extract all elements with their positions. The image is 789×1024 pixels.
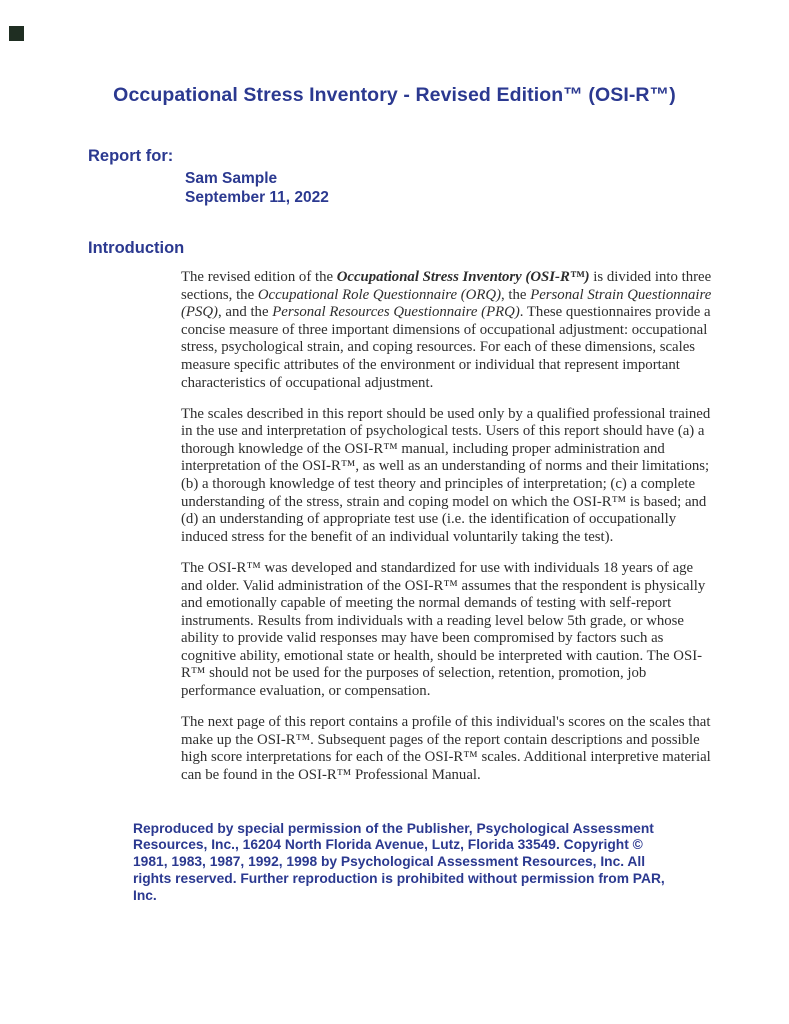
report-for-label: Report for: bbox=[88, 147, 174, 165]
report-title: Occupational Stress Inventory - Revised Edition™ (OSI-R™) bbox=[113, 84, 676, 106]
intro-paragraph-2: The scales described in this report should be used only by a qualified professional trained in the use and interpretation of psychological tests. Users of this report should have (a) a thorough knowledge of the OSI-R™ manual, including proper administration and interpretation of the OSI-R™, as well as an understanding of norms and their limitations; (b) a thorough knowledge of test theory and principles of interpretation; (c) a complete understanding of the stress, strain and coping model on which the OSI-R™ is based; and (d) an understanding of appropriate test use (i.e. the identification of occupationally induced stress for the benefit of an individual voluntarily taking the test). bbox=[181, 405, 711, 545]
report-for-section bbox=[0, 147, 789, 207]
examinee-name: Sam Sample bbox=[185, 170, 278, 187]
corner-mark bbox=[9, 26, 24, 41]
intro-paragraph-4: The next page of this report contains a profile of this individual's scores on the scales that make up the OSI-R™. Subsequent pages of the report contain descriptions and possible high score interpretations for each of the OSI-R™ scales. Additional interpretive material can be found in the OSI-R™ Professional Manual. bbox=[181, 714, 711, 783]
copyright-notice: Reproduced by special permission of the Publisher, Psychological Assessment Resources, Inc., 16204 North Florida Avenue, Lutz, Florida 33549. Copyright © 1981, 1983, 1987, 1992, 1998 by Psychological Assessment Resources, Inc. All rights reserved. Further reproduction is prohibited without permission from PAR, Inc. bbox=[133, 820, 665, 903]
report-for-details bbox=[185, 170, 789, 207]
intro-paragraph-3: The OSI-R™ was developed and standardized for use with individuals 18 years of age and older. Valid administration of the OSI-R™ assumes that the respondent is physically and emotionally capable of meeting the normal demands of testing with self-report instruments. Results from individuals with a reading level below 5th grade, or whose ability to provide valid responses may have been compromised by factors such as cognitive ability, emotional state or health, should be interpreted with caution. The OSI-R™ should not be used for the purposes of selection, retention, promotion, job performance evaluation, or compensation. bbox=[181, 559, 706, 700]
report-date: September 11, 2022 bbox=[185, 188, 329, 206]
introduction-heading: Introduction bbox=[88, 239, 185, 257]
introduction-body bbox=[181, 269, 712, 785]
intro-paragraph-1: The revised edition of the Occupational Stress Inventory (OSI-R™) is divided into three sections, the Occupational Role Questionnaire (ORQ), the Personal Strain Questionnaire (PSQ), and the Personal Resources Questionnaire (PRQ). These questionnaires provide a concise measure of three important dimensions of occupational adjustment: occupational stress, psychological strain, and coping resources. For each of these dimensions, scales measure specific attributes of the environment or individual that represent important characteristics of occupational adjustment. bbox=[181, 269, 712, 391]
